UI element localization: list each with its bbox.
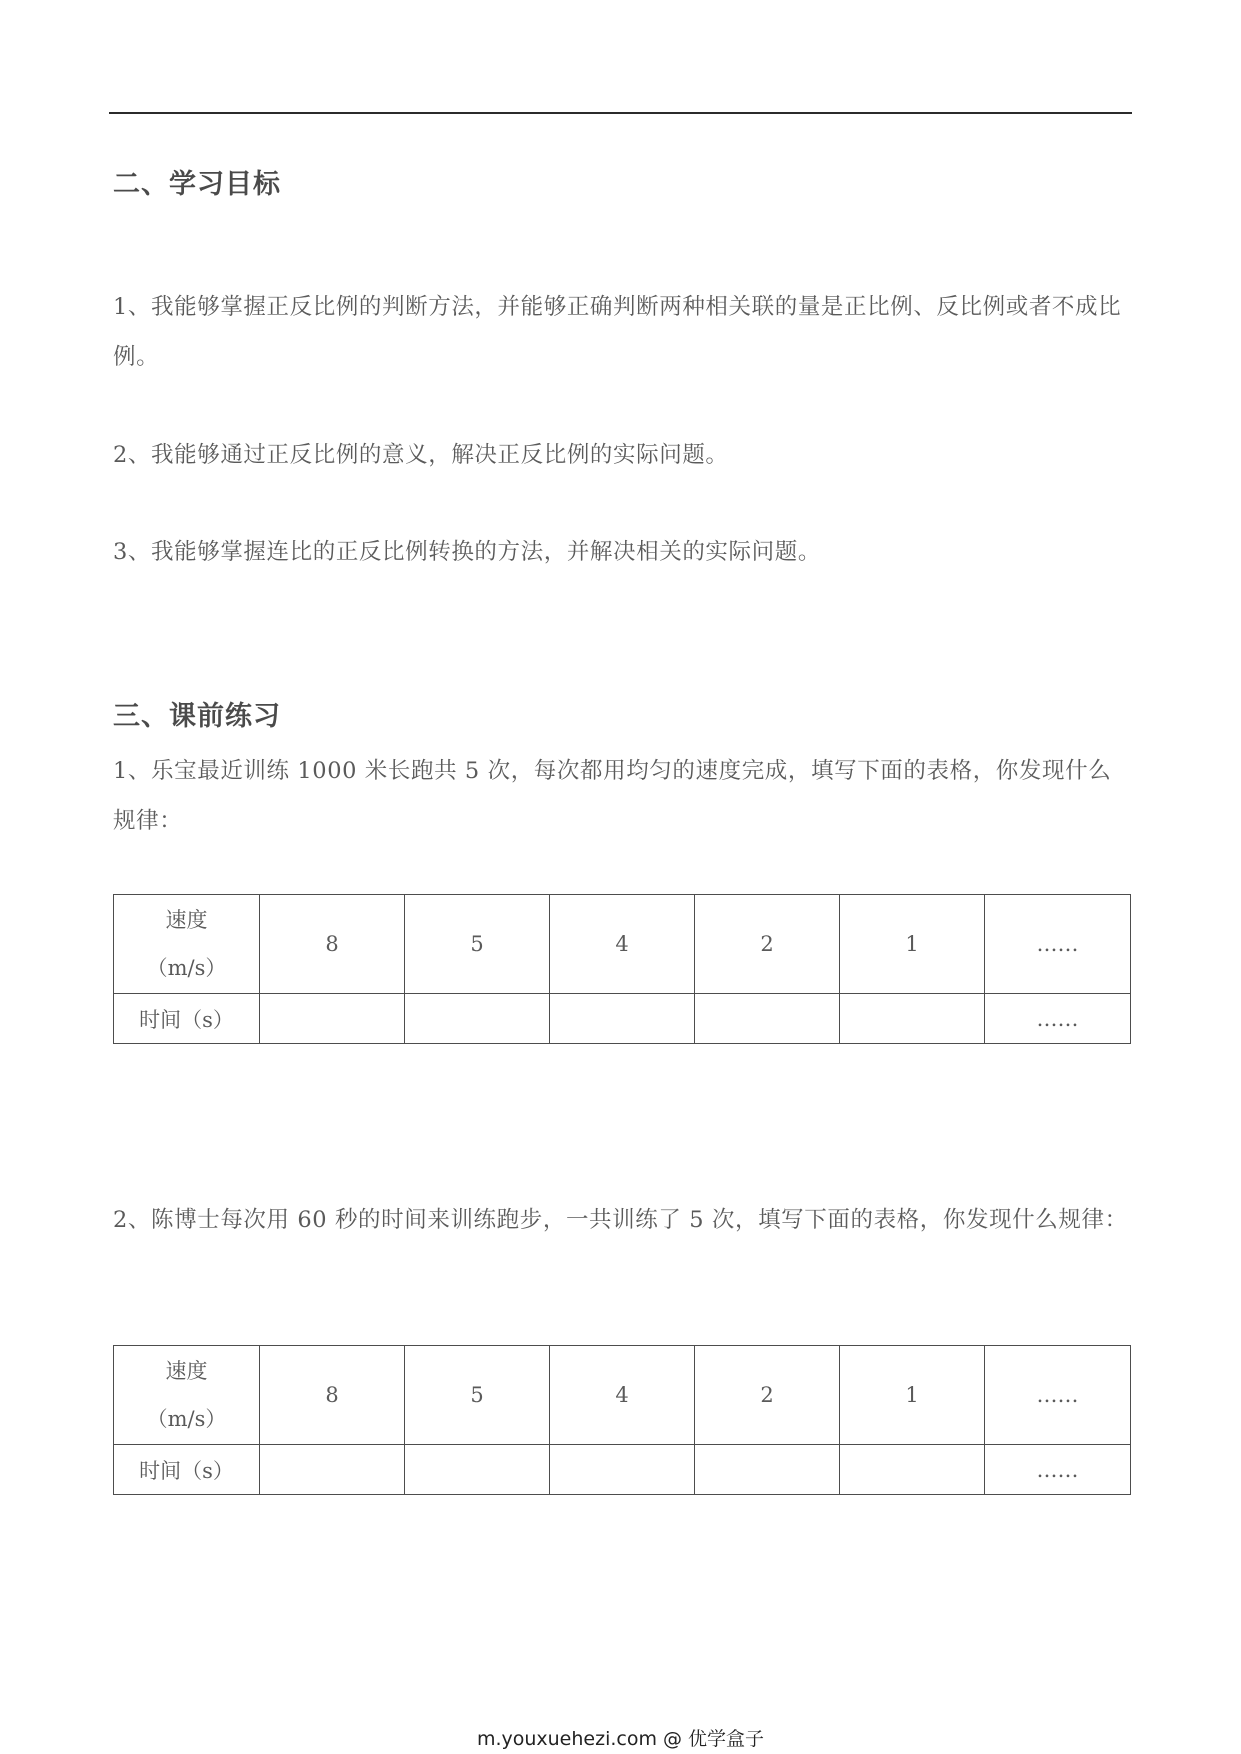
problem-2-table <box>113 1345 1131 1495</box>
speed-cell: 8 <box>260 895 405 994</box>
problem-2-text: 2、陈博士每次用 60 秒的时间来训练跑步，一共训练了 5 次，填写下面的表格，你发现什么规律： <box>113 1207 1128 1233</box>
speed-cell: 5 <box>405 1346 550 1445</box>
goal-2: 2、我能够通过正反比例的意义，解决正反比例的实际问题。 <box>113 442 729 468</box>
time-cell[interactable] <box>260 1445 405 1495</box>
speed-ellipsis-cell: …… <box>985 1346 1131 1445</box>
speed-cell: 5 <box>405 895 550 994</box>
time-cell[interactable] <box>695 1445 840 1495</box>
time-cell[interactable] <box>695 994 840 1044</box>
section-heading-goals: 二、学习目标 <box>113 169 281 200</box>
speed-unit: （m/s） <box>146 956 227 980</box>
speed-cell: 1 <box>840 895 985 994</box>
speed-cell: 1 <box>840 1346 985 1445</box>
top-rule <box>109 112 1132 114</box>
time-cell[interactable] <box>840 1445 985 1495</box>
speed-cell: 4 <box>550 895 695 994</box>
time-row <box>114 994 1131 1044</box>
speed-ellipsis-cell: …… <box>985 895 1131 994</box>
speed-unit: （m/s） <box>146 1407 227 1431</box>
goal-3: 3、我能够掌握连比的正反比例转换的方法，并解决相关的实际问题。 <box>113 539 821 565</box>
time-ellipsis-cell: …… <box>985 994 1131 1044</box>
speed-row <box>114 1346 1131 1445</box>
time-cell[interactable] <box>260 994 405 1044</box>
footer-watermark: m.youxuehezi.com @ 优学盒子 <box>476 1728 765 1750</box>
section-heading-practice: 三、课前练习 <box>113 701 281 732</box>
time-cell[interactable] <box>405 1445 550 1495</box>
problem-1-text: 1、乐宝最近训练 1000 米长跑共 5 次，每次都用均匀的速度完成，填写下面的表格，你发现什么规律： <box>113 758 1112 834</box>
problem-1-table <box>113 894 1131 1044</box>
time-cell[interactable] <box>405 994 550 1044</box>
speed-label: 速度 <box>165 908 208 932</box>
speed-label: 速度 <box>165 1359 208 1383</box>
speed-header-cell <box>114 1346 260 1445</box>
speed-cell: 2 <box>695 1346 840 1445</box>
speed-cell: 8 <box>260 1346 405 1445</box>
time-cell[interactable] <box>550 1445 695 1495</box>
time-cell[interactable] <box>550 994 695 1044</box>
time-ellipsis-cell: …… <box>985 1445 1131 1495</box>
time-header-cell: 时间（s） <box>114 994 260 1044</box>
speed-cell: 4 <box>550 1346 695 1445</box>
goal-1: 1、我能够掌握正反比例的判断方法，并能够正确判断两种相关联的量是正比例、反比例或者不成比例。 <box>113 294 1122 370</box>
time-cell[interactable] <box>840 994 985 1044</box>
speed-header-cell <box>114 895 260 994</box>
speed-cell: 2 <box>695 895 840 994</box>
time-header-cell: 时间（s） <box>114 1445 260 1495</box>
speed-row <box>114 895 1131 994</box>
time-row <box>114 1445 1131 1495</box>
